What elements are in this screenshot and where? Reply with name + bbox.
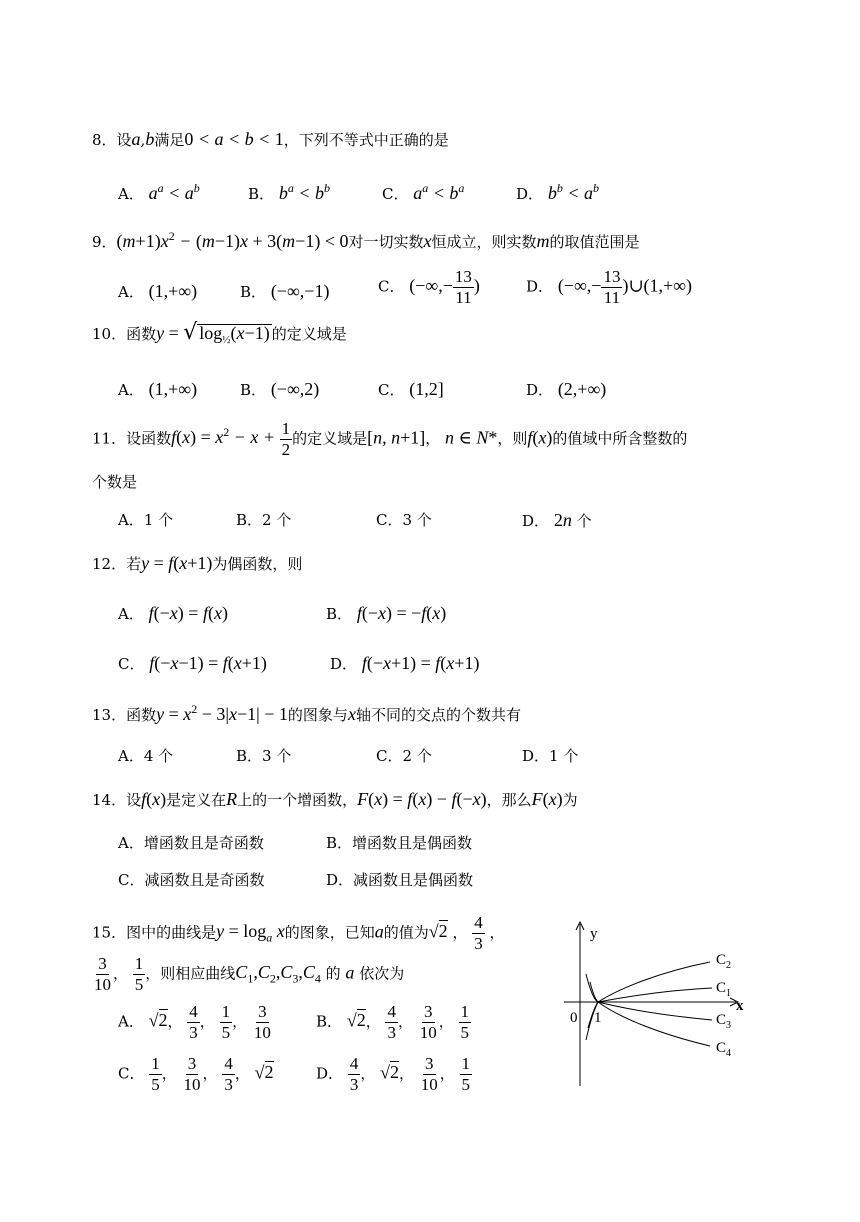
q9-option-d: D． (−∞,− $\frac{13}{11}$ )∪(1,+∞): [526, 267, 693, 307]
q12-option-d: D． f(−x+1) = f(x+1): [330, 653, 480, 673]
q12-option-a: A． f(−x) = f(x): [118, 603, 228, 623]
q14-stem: 14．设f(x)是定义在R上的一个增函数，F(x) = f(x) − f(−x)，那么F(x)为: [92, 789, 578, 809]
curve-c1: [590, 982, 712, 1002]
curve-label-c4: $C_4$: [716, 1040, 732, 1059]
q11-stem: 11．设函数$f(x) = x^2 - x$ + $\frac{1}{2}$ 的定义域是[n, n+1]， n ∈ N*，则f(x)的值域中所含整数的: [92, 419, 688, 459]
q15-log-graph: [560, 918, 760, 1090]
q15-option-a: A． √2， $\frac{4}{3}$ ， $\frac{1}{5}$ ， $\frac{3}{10}$: [118, 1002, 271, 1042]
q8-option-d: D． $b^b < a^b$: [516, 181, 599, 203]
q14-option-c: C．减函数且是奇函数: [118, 871, 265, 889]
q13-stem: 13．函数$y = x^2 - 3|x-1| - 1$的图象与x轴不同的交点的个数共有: [92, 702, 521, 724]
curve-c2: [586, 962, 710, 1002]
q13-option-c: C．2 个: [376, 747, 432, 765]
q15-stem: 15．图中的曲线是$y = \log_a x$的图象，已知a的值为√2 ， $\frac{4}{3}$ ，: [92, 913, 505, 953]
q8-option-b: B． $b^a < b^b$: [248, 181, 330, 203]
q15-option-c: C． $\frac{1}{5}$ ， $\frac{3}{10}$ ， $\frac{4}{3}$ ， √2: [118, 1054, 274, 1094]
q8-option-c: C． $a^a < b^a$: [382, 181, 465, 203]
q12-option-c: C． f(−x−1) = f(x+1): [118, 653, 267, 673]
q11-option-b: B．2 个: [236, 511, 292, 529]
q8-stem: 8．设a,b满足0 < a < b < 1，下列不等式中正确的是: [92, 129, 449, 149]
q12-stem: 12．若y = f(x+1)为偶函数，则: [92, 553, 303, 573]
q15-stem-line2: $\frac{3}{10}$ ， $\frac{1}{5}$ ，则相应曲线$C_1,C_2,C_3,C_4$ 的 a 依次为: [94, 954, 405, 994]
origin-label: 0: [570, 1010, 578, 1026]
q10-option-b: B． (−∞,2): [240, 379, 320, 399]
q9-option-c: C． (−∞,− $\frac{13}{11}$ ): [378, 267, 480, 307]
q8-option-a: A． $a^a < a^b$: [118, 181, 200, 203]
q12-option-b: B． f(−x) = −f(x): [326, 603, 447, 623]
q10-stem: 10．函数y = √ $\log_{\frac{1}{2}}(x-1)$ 的定义域是: [92, 320, 347, 346]
curve-label-c2: $C_2$: [716, 952, 732, 971]
q11-stem-line2: 个数是: [92, 473, 138, 491]
q10-option-d: D． (2,+∞): [526, 379, 607, 399]
q10-option-a: A． (1,+∞): [118, 379, 198, 399]
tick-label-1: 1: [594, 1010, 602, 1026]
q11-option-d: D． 2n 个: [522, 510, 592, 530]
q9-stem: 9．$(m+1)x^2 - (m-1)x + 3(m-1) < 0$对一切实数x恒成立，则实数m的取值范围是: [92, 229, 640, 251]
q15-option-b: B． √2， $\frac{4}{3}$ ， $\frac{3}{10}$ ， $\frac{1}{5}$: [316, 1002, 470, 1042]
curve-c3: [588, 1002, 712, 1028]
q9-option-a: A． (1,+∞): [118, 281, 198, 301]
axis-label-y: y: [590, 926, 598, 942]
q14-option-a: A．增函数且是奇函数: [118, 834, 264, 852]
q9-option-b: B． (−∞,−1): [240, 281, 330, 301]
q15-option-d: D． $\frac{4}{3}$ ， √2， $\frac{3}{10}$ ， $\frac{1}{5}$: [316, 1054, 471, 1094]
axis-label-x: x: [736, 998, 744, 1014]
q13-option-a: A．4 个: [118, 747, 174, 765]
q10-option-c: C． (1,2]: [378, 379, 444, 399]
q13-option-d: D．1 个: [522, 747, 579, 765]
q13-option-b: B．3 个: [236, 747, 292, 765]
q11-option-c: C．3 个: [376, 511, 432, 529]
q14-option-d: D．减函数且是偶函数: [326, 871, 474, 889]
curve-c4: [586, 1002, 710, 1046]
q14-option-b: B．增函数且是偶函数: [326, 834, 473, 852]
q11-option-a: A．1 个: [118, 511, 174, 529]
curve-label-c3: $C_3$: [716, 1012, 732, 1031]
curve-label-c1: $C_1$: [716, 980, 732, 999]
